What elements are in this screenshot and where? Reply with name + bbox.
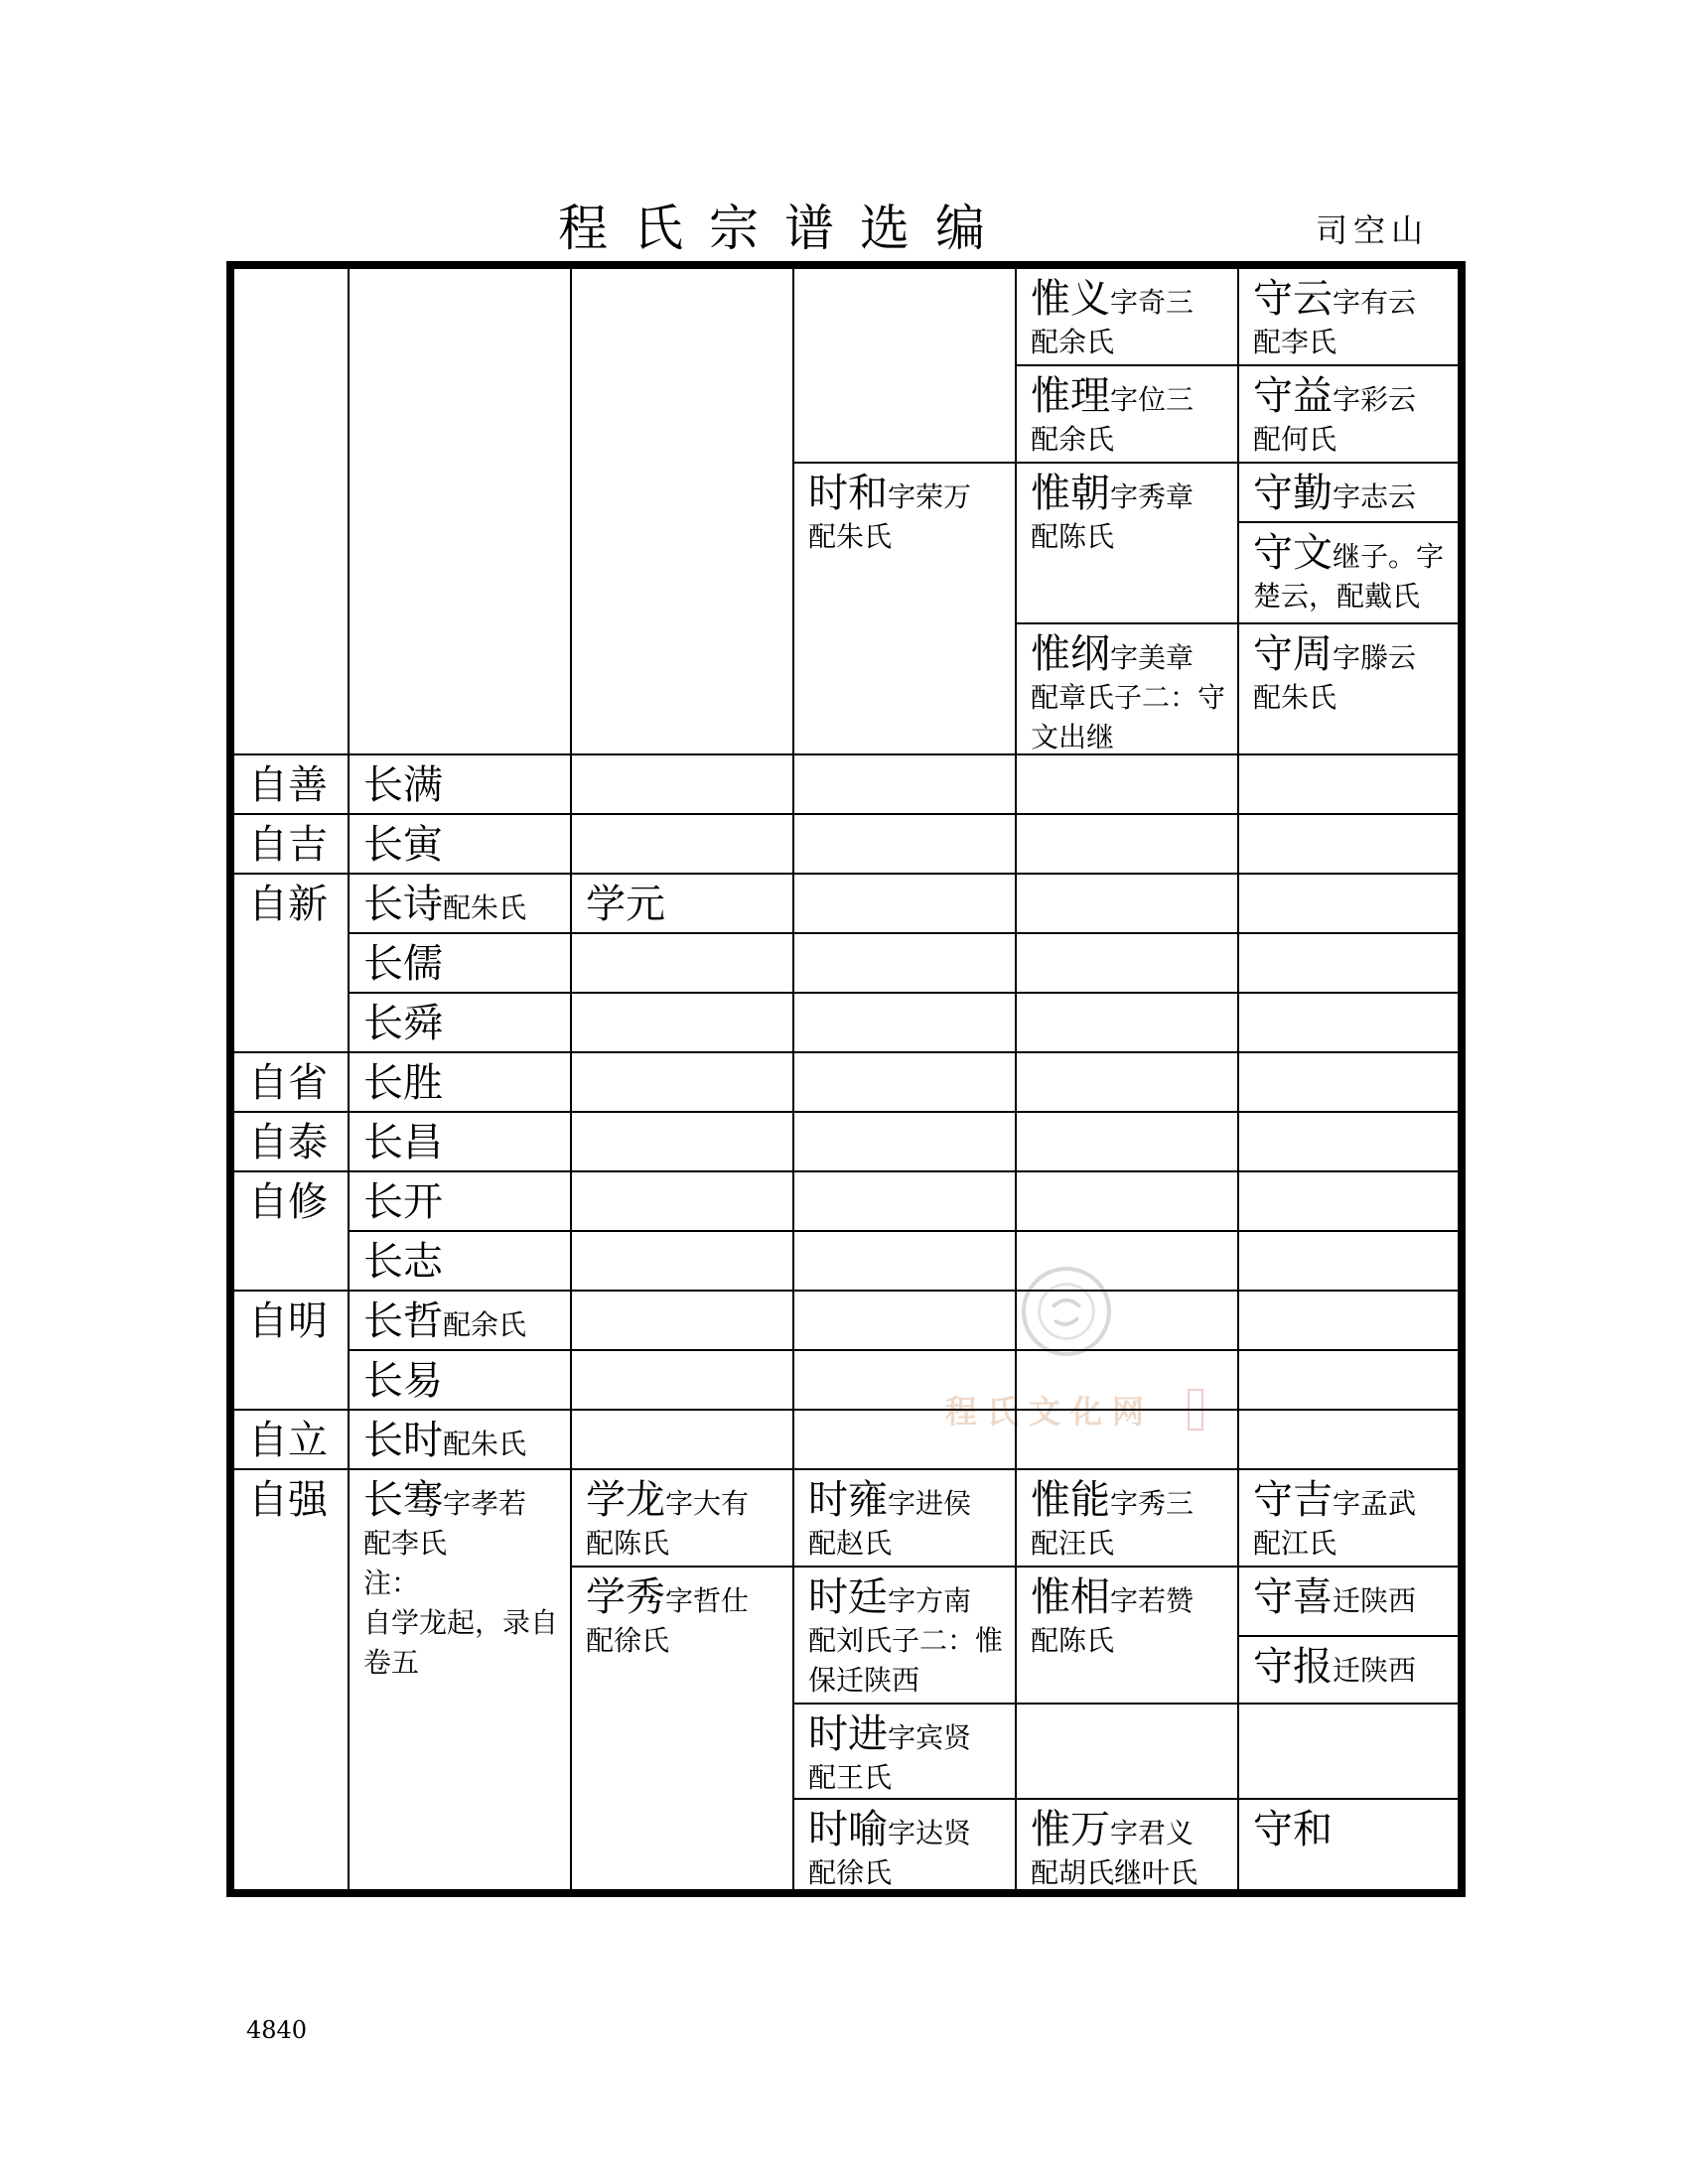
page-subtitle: 司空山 [1316,211,1430,249]
person-note: 字哲仕 [665,1584,750,1617]
person-note: 字滕云 [1333,641,1417,674]
person-name: 自强 [248,1477,328,1523]
person-note: 配朱氏 [443,891,527,924]
cell-empty [1015,932,1239,994]
person-name: 自新 [248,882,328,927]
person-name: 长开 [363,1179,443,1225]
cell-empty [570,932,794,994]
gen6-entry [1015,1798,1239,1891]
person-name: 守周 [1253,631,1333,677]
person-spouse: 楚云，配戴氏 [1253,580,1421,613]
person-name: 守益 [1253,373,1333,419]
page-number: 4840 [246,2016,308,2044]
person-spouse: 配李氏 [1253,326,1337,358]
cell-empty [1015,1409,1239,1470]
person-spouse: 配汪氏 [1031,1527,1115,1560]
gen3-entry [348,813,572,875]
cell-empty [1237,753,1460,815]
person-spouse: 配江氏 [1253,1527,1337,1560]
gen6-entry [1015,364,1239,464]
gen3-entry [348,932,572,994]
person-name: 长志 [363,1239,443,1285]
cell-empty [792,1111,1017,1172]
person-spouse: 配何氏 [1253,423,1337,456]
gen6-entry [1015,1468,1239,1568]
person-name: 守吉 [1253,1477,1333,1523]
person-spouse: 配王氏 [808,1761,893,1794]
cell-empty [792,992,1017,1053]
person-note: 字有云 [1333,286,1417,319]
cell-empty [1237,813,1460,875]
person-name: 自立 [248,1418,328,1463]
cell-empty [792,932,1017,994]
person-note: 配朱氏 [443,1428,527,1460]
gen2-entry [232,1170,350,1292]
cell-empty [570,1290,794,1351]
gen5-entry [792,1798,1017,1891]
person-name: 守和 [1253,1807,1333,1852]
person-name: 惟理 [1031,373,1110,419]
cell-empty [1015,813,1239,875]
person-spouse: 配朱氏 [808,520,893,553]
gen7-entry [1237,521,1460,624]
person-name: 守云 [1253,276,1333,322]
annotation-text: 卷五 [363,1646,420,1679]
cell-empty [792,813,1017,875]
gen3-entry [348,1170,572,1232]
cell-empty [570,992,794,1053]
cell-empty [792,753,1017,815]
cell-empty [1015,1111,1239,1172]
person-spouse: 配胡氏继叶氏 [1031,1856,1198,1889]
cell-empty [1237,1703,1460,1800]
gen2-entry [232,873,350,1053]
person-name: 长昌 [363,1120,443,1165]
gen7-entry [1237,462,1460,523]
person-note: 配余氏 [443,1308,527,1341]
cell-empty [570,813,794,875]
person-name: 守文 [1253,530,1333,576]
person-note: 继子。字 [1333,540,1445,573]
cell-empty [1237,1051,1460,1113]
gen5-entry [792,1703,1017,1800]
gen7-entry [1237,1798,1460,1891]
cell-empty [792,873,1017,934]
page-title: 程氏宗谱选编 [558,200,1011,257]
person-note: 字进侯 [888,1487,972,1520]
person-note: 字彩云 [1333,383,1417,416]
cell-empty [570,1170,794,1232]
cell-empty [792,1290,1017,1351]
person-name: 长诗 [363,882,443,927]
person-spouse: 配李氏 [363,1527,448,1560]
person-spouse: 配陈氏 [1031,520,1115,553]
gen2-entry [232,813,350,875]
gen3-entry [348,1468,572,1891]
cell-empty [570,267,794,755]
cell-empty [1015,992,1239,1053]
person-name: 守勤 [1253,471,1333,516]
cell-empty [348,267,572,755]
gen3-entry [348,1051,572,1113]
gen4-entry [570,873,794,934]
person-name: 自省 [248,1060,328,1106]
gen7-entry [1237,1468,1460,1568]
gen3-entry [348,1409,572,1470]
gen7-entry [1237,1566,1460,1637]
person-note: 字方南 [888,1584,972,1617]
person-name: 惟能 [1031,1477,1110,1523]
gen2-entry [232,1409,350,1470]
person-note: 字秀章 [1110,480,1195,513]
gen3-entry [348,873,572,934]
person-name: 惟相 [1031,1574,1110,1620]
person-name: 自泰 [248,1120,328,1165]
person-name: 守报 [1253,1644,1333,1690]
gen2-entry [232,1111,350,1172]
cell-empty [1237,932,1460,994]
gen7-entry [1237,1635,1460,1705]
gen2-entry [232,753,350,815]
cell-empty [792,1230,1017,1292]
cell-empty [570,1409,794,1470]
gen6-entry [1015,622,1239,755]
person-name: 时和 [808,471,888,516]
gen4-entry [570,1468,794,1568]
person-spouse: 配余氏 [1031,423,1115,456]
person-note: 迁陕西 [1333,1584,1417,1617]
person-note: 字大有 [665,1487,750,1520]
gen6-entry [1015,1566,1239,1705]
cell-empty [1015,1290,1239,1351]
gen5-entry [792,1566,1017,1705]
person-detail: 保迁陕西 [808,1664,920,1697]
person-detail: 文出继 [1031,721,1115,753]
gen6-entry [1015,267,1239,366]
person-spouse: 配徐氏 [586,1624,670,1657]
person-note: 字君义 [1110,1817,1195,1849]
cell-empty [1237,1170,1460,1232]
person-spouse: 配陈氏 [1031,1624,1115,1657]
gen3-entry [348,1230,572,1292]
person-name: 长满 [363,762,443,808]
person-note: 字美章 [1110,641,1195,674]
cell-empty [1237,1290,1460,1351]
gen3-entry [348,1349,572,1411]
person-name: 长时 [363,1418,443,1463]
person-name: 学元 [586,882,665,927]
person-name: 时雍 [808,1477,888,1523]
cell-empty [570,1349,794,1411]
gen6-entry [1015,462,1239,624]
cell-empty [1015,873,1239,934]
person-name: 惟义 [1031,276,1110,322]
cell-empty [792,267,1017,464]
person-spouse: 配徐氏 [808,1856,893,1889]
person-name: 长易 [363,1358,443,1404]
annotation-text: 自学龙起，录自 [363,1606,559,1639]
cell-empty [1237,873,1460,934]
person-note: 字宾贤 [888,1721,972,1754]
person-name: 长骞 [363,1477,443,1523]
gen3-entry [348,753,572,815]
cell-empty [1015,1230,1239,1292]
genealogy-table [226,261,1466,1897]
cell-empty [1015,1170,1239,1232]
person-spouse: 配章氏子二：守 [1031,681,1226,714]
gen3-entry [348,1111,572,1172]
person-spouse: 配赵氏 [808,1527,893,1560]
person-note: 字孝若 [443,1487,527,1520]
gen3-entry [348,1290,572,1351]
person-note: 字志云 [1333,480,1417,513]
person-name: 学秀 [586,1574,665,1620]
gen7-entry [1237,267,1460,366]
person-note: 字秀三 [1110,1487,1195,1520]
person-name: 惟纲 [1031,631,1110,677]
person-name: 学龙 [586,1477,665,1523]
cell-empty [570,1111,794,1172]
gen2-entry [232,1468,350,1891]
cell-empty [1237,1409,1460,1470]
cell-empty [1015,1349,1239,1411]
person-name: 长哲 [363,1298,443,1344]
gen3-entry [348,992,572,1053]
person-note: 字位三 [1110,383,1195,416]
cell-empty [1237,992,1460,1053]
watermark-text: 程氏文化网 [945,1393,1155,1431]
person-name: 自修 [248,1179,328,1225]
gen5-entry [792,1468,1017,1568]
person-name: 长儒 [363,941,443,987]
person-spouse: 配余氏 [1031,326,1115,358]
person-note: 字奇三 [1110,286,1195,319]
person-name: 自明 [248,1298,328,1344]
person-note: 字若赞 [1110,1584,1195,1617]
cell-empty [1015,1051,1239,1113]
person-name: 惟万 [1031,1807,1110,1852]
person-name: 自吉 [248,822,328,868]
cell-empty [570,753,794,815]
cell-empty [792,1349,1017,1411]
cell-empty [792,1409,1017,1470]
gen2-entry [232,1290,350,1411]
person-spouse: 配刘氏子二：惟 [808,1624,1004,1657]
person-name: 长胜 [363,1060,443,1106]
cell-empty [792,1051,1017,1113]
person-name: 长寅 [363,822,443,868]
gen2-entry [232,1051,350,1113]
gen4-entry [570,1566,794,1891]
person-note: 字荣万 [888,480,972,513]
cell-empty [1237,1349,1460,1411]
person-name: 长舜 [363,1001,443,1046]
annotation-label: 注： [363,1567,420,1599]
cell-empty [1237,1230,1460,1292]
person-note: 字孟武 [1333,1487,1417,1520]
cell-empty [1015,753,1239,815]
person-name: 时进 [808,1711,888,1757]
gen7-entry [1237,364,1460,464]
person-name: 时廷 [808,1574,888,1620]
cell-empty [232,267,350,755]
person-name: 时喻 [808,1807,888,1852]
person-name: 自善 [248,762,328,808]
cell-empty [792,1170,1017,1232]
gen7-entry [1237,622,1460,755]
person-spouse: 配朱氏 [1253,681,1337,714]
cell-empty [570,1051,794,1113]
gen5-entry [792,462,1017,755]
cell-empty [1015,1703,1239,1800]
person-note: 迁陕西 [1333,1654,1417,1687]
cell-empty [570,1230,794,1292]
person-name: 惟朝 [1031,471,1110,516]
person-spouse: 配陈氏 [586,1527,670,1560]
cell-empty [1237,1111,1460,1172]
person-note: 字达贤 [888,1817,972,1849]
person-name: 守喜 [1253,1574,1333,1620]
